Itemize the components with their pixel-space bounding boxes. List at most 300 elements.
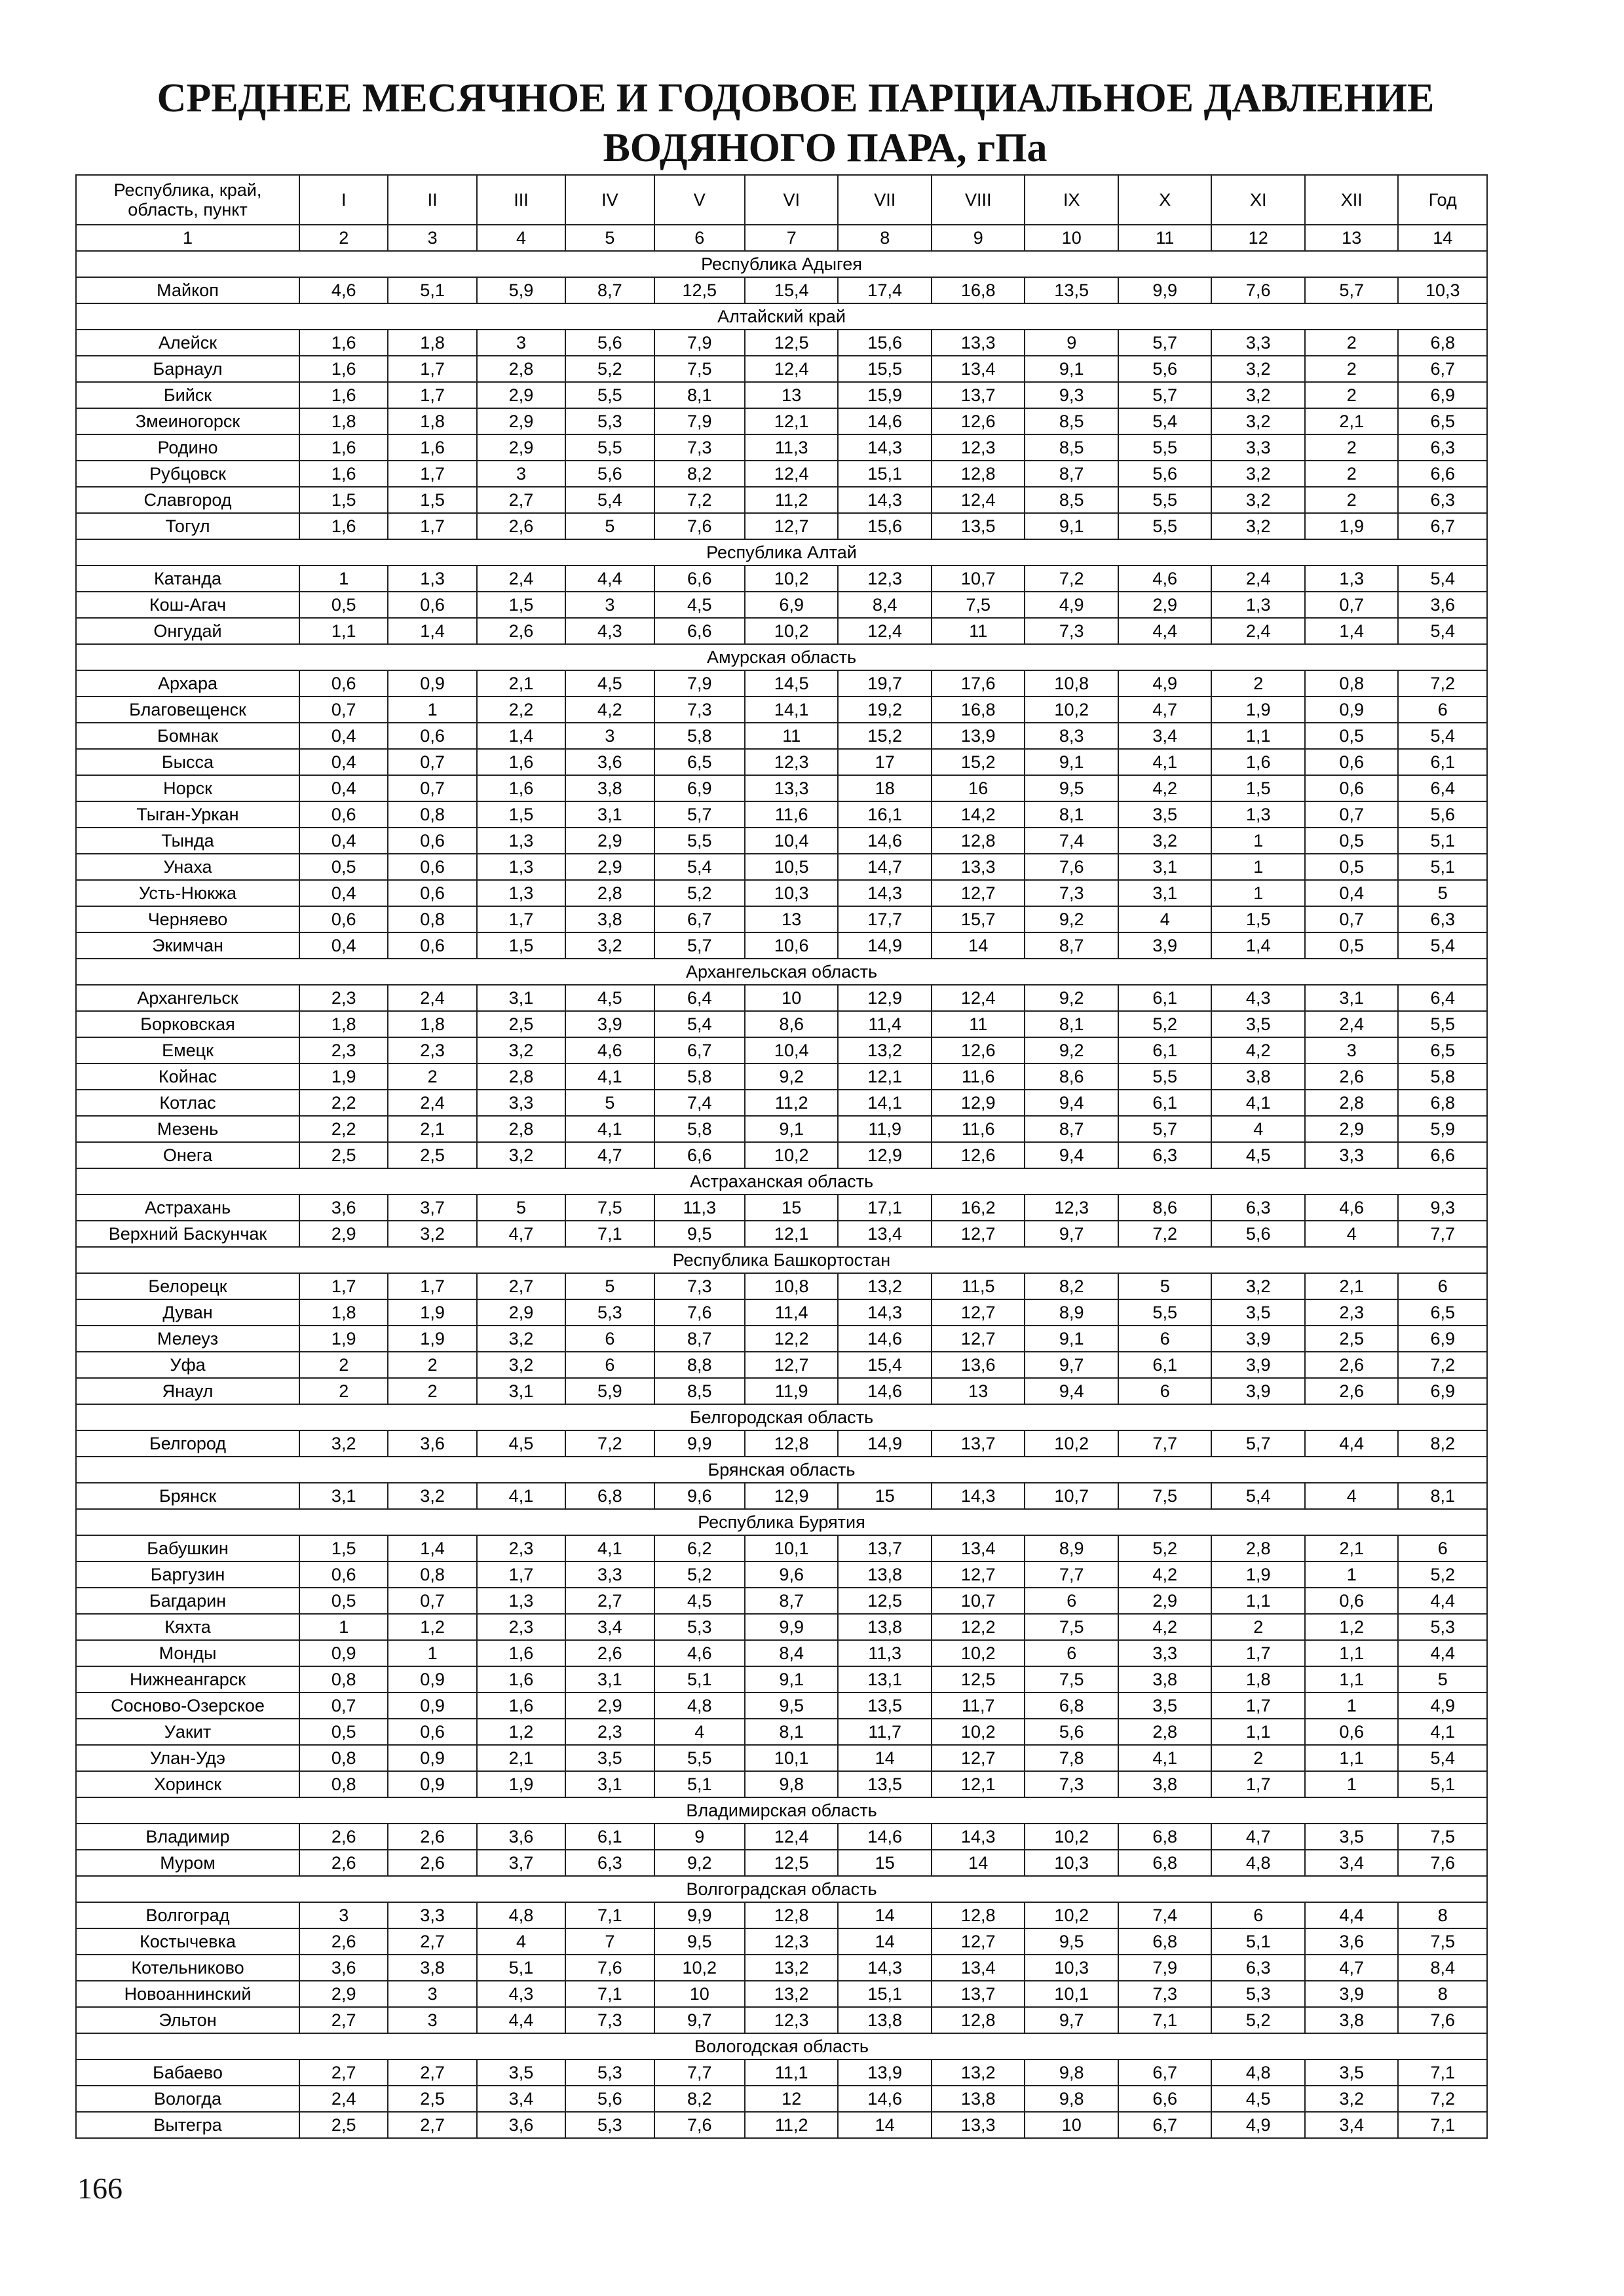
value-cell: 12,6 (932, 1037, 1025, 1063)
value-cell: 2 (388, 1063, 476, 1090)
value-cell: 0,4 (299, 932, 388, 959)
value-cell: 3,4 (1118, 723, 1212, 749)
table-row (76, 618, 1487, 644)
column-number: 7 (745, 225, 839, 251)
value-cell: 9,3 (1025, 382, 1118, 408)
value-cell: 2 (1305, 461, 1399, 487)
value-cell: 12,1 (838, 1063, 932, 1090)
value-cell: 4,5 (477, 1430, 565, 1457)
column-number: 9 (932, 225, 1025, 251)
station-name: Верхний Баскунчак (76, 1221, 299, 1247)
value-cell: 1 (1305, 1693, 1399, 1719)
value-cell: 6,6 (1398, 461, 1487, 487)
station-name: Онега (76, 1142, 299, 1168)
value-cell: 10,2 (932, 1640, 1025, 1666)
region-title: Амурская область (76, 644, 1487, 670)
value-cell: 8,6 (745, 1011, 839, 1037)
value-cell: 2,9 (299, 1221, 388, 1247)
value-cell: 5,8 (654, 723, 745, 749)
value-cell: 12,1 (745, 408, 839, 434)
value-cell: 7,2 (1398, 670, 1487, 697)
table-row (76, 1063, 1487, 1090)
value-cell: 8,6 (1118, 1195, 1212, 1221)
value-cell: 7,5 (1398, 1928, 1487, 1955)
value-cell: 12,8 (932, 828, 1025, 854)
value-cell: 0,8 (299, 1666, 388, 1693)
value-cell: 3,3 (1118, 1640, 1212, 1666)
table-row (76, 1719, 1487, 1745)
value-cell: 7,2 (565, 1430, 654, 1457)
value-cell: 1,7 (388, 513, 476, 539)
header-col-11: XI (1211, 175, 1305, 225)
value-cell: 10,2 (932, 1719, 1025, 1745)
value-cell: 4,6 (654, 1640, 745, 1666)
value-cell: 3 (388, 2007, 476, 2033)
header-location: Республика, край, область, пункт (76, 175, 299, 225)
value-cell: 8,2 (1025, 1273, 1118, 1299)
value-cell: 10,4 (745, 828, 839, 854)
value-cell: 9,7 (1025, 1352, 1118, 1378)
value-cell: 5,5 (565, 434, 654, 461)
value-cell: 2,9 (1118, 592, 1212, 618)
value-cell: 4,1 (565, 1116, 654, 1142)
table-row (76, 1561, 1487, 1588)
value-cell: 8,1 (654, 382, 745, 408)
value-cell: 5,1 (1398, 828, 1487, 854)
region-title: Вологодская область (76, 2033, 1487, 2059)
value-cell: 11,6 (932, 1063, 1025, 1090)
value-cell: 3,6 (299, 1955, 388, 1981)
value-cell: 9,8 (745, 1771, 839, 1797)
table-row (76, 749, 1487, 775)
value-cell: 7,3 (565, 2007, 654, 2033)
value-cell: 5,3 (565, 1299, 654, 1326)
value-cell: 2,6 (477, 618, 565, 644)
value-cell: 1,4 (1305, 618, 1399, 644)
value-cell: 5,9 (477, 277, 565, 303)
table-row (76, 1640, 1487, 1666)
value-cell: 13,7 (932, 382, 1025, 408)
value-cell: 14,6 (838, 1824, 932, 1850)
value-cell: 6,8 (1118, 1850, 1212, 1876)
value-cell: 4 (1305, 1483, 1399, 1509)
station-name: Тында (76, 828, 299, 854)
value-cell: 2,2 (477, 697, 565, 723)
station-name: Мезень (76, 1116, 299, 1142)
value-cell: 8 (1398, 1981, 1487, 2007)
value-cell: 7,2 (1118, 1221, 1212, 1247)
value-cell: 12,1 (932, 1771, 1025, 1797)
value-cell: 2 (1211, 670, 1305, 697)
table-row (76, 723, 1487, 749)
value-cell: 1,9 (299, 1063, 388, 1090)
value-cell: 12,7 (932, 1928, 1025, 1955)
value-cell: 6,1 (1118, 1037, 1212, 1063)
value-cell: 13,9 (932, 723, 1025, 749)
value-cell: 6 (1398, 697, 1487, 723)
region-row (76, 1876, 1487, 1902)
value-cell: 2,8 (1118, 1719, 1212, 1745)
value-cell: 10 (654, 1981, 745, 2007)
value-cell: 3,3 (1305, 1142, 1399, 1168)
value-cell: 13,3 (932, 854, 1025, 880)
value-cell: 12,7 (745, 513, 839, 539)
value-cell: 4 (1118, 906, 1212, 932)
value-cell: 1 (299, 1614, 388, 1640)
value-cell: 12,5 (838, 1588, 932, 1614)
region-title: Брянская область (76, 1457, 1487, 1483)
value-cell: 6,1 (1118, 1352, 1212, 1378)
station-name: Койнас (76, 1063, 299, 1090)
value-cell: 0,8 (388, 1561, 476, 1588)
station-name: Онгудай (76, 618, 299, 644)
station-name: Уфа (76, 1352, 299, 1378)
value-cell: 5,5 (654, 828, 745, 854)
station-name: Черняево (76, 906, 299, 932)
value-cell: 6,8 (1025, 1693, 1118, 1719)
value-cell: 12,4 (745, 461, 839, 487)
value-cell: 1,3 (477, 880, 565, 906)
value-cell: 7,7 (1118, 1430, 1212, 1457)
value-cell: 0,6 (388, 854, 476, 880)
table-row (76, 408, 1487, 434)
value-cell: 9,8 (1025, 2086, 1118, 2112)
value-cell: 3,4 (477, 2086, 565, 2112)
value-cell: 7,7 (1025, 1561, 1118, 1588)
value-cell: 6,1 (1398, 749, 1487, 775)
station-name: Волгоград (76, 1902, 299, 1928)
station-name: Эльтон (76, 2007, 299, 2033)
table-row (76, 1666, 1487, 1693)
value-cell: 4,5 (1211, 2086, 1305, 2112)
value-cell: 6,3 (1118, 1142, 1212, 1168)
value-cell: 9,2 (654, 1850, 745, 1876)
value-cell: 13,2 (838, 1273, 932, 1299)
value-cell: 6,7 (1118, 2059, 1212, 2086)
value-cell: 7,5 (1025, 1614, 1118, 1640)
value-cell: 1,6 (477, 1640, 565, 1666)
value-cell: 15,9 (838, 382, 932, 408)
table-row (76, 932, 1487, 959)
value-cell: 4,4 (477, 2007, 565, 2033)
table-row (76, 1614, 1487, 1640)
value-cell: 6,3 (1211, 1955, 1305, 1981)
value-cell: 2,9 (477, 1299, 565, 1326)
value-cell: 1,4 (1211, 932, 1305, 959)
header-col-2: II (388, 175, 476, 225)
value-cell: 7,9 (654, 330, 745, 356)
value-cell: 7,1 (565, 1981, 654, 2007)
value-cell: 11,7 (932, 1693, 1025, 1719)
value-cell: 2,9 (565, 854, 654, 880)
value-cell: 15,2 (838, 723, 932, 749)
value-cell: 4,6 (1118, 565, 1212, 592)
value-cell: 11,7 (838, 1719, 932, 1745)
value-cell: 3,2 (1211, 408, 1305, 434)
value-cell: 13,4 (932, 1955, 1025, 1981)
header-col-3: III (477, 175, 565, 225)
value-cell: 9 (1025, 330, 1118, 356)
value-cell: 0,9 (388, 1666, 476, 1693)
region-title: Белгородская область (76, 1404, 1487, 1430)
value-cell: 3,6 (477, 2112, 565, 2138)
value-cell: 9,9 (745, 1614, 839, 1640)
value-cell: 1,9 (1211, 1561, 1305, 1588)
value-cell: 2 (299, 1352, 388, 1378)
value-cell: 17,7 (838, 906, 932, 932)
value-cell: 9,1 (1025, 356, 1118, 382)
value-cell: 5,1 (654, 1666, 745, 1693)
column-number: 2 (299, 225, 388, 251)
value-cell: 8,7 (565, 277, 654, 303)
value-cell: 14,3 (932, 1824, 1025, 1850)
value-cell: 3,5 (477, 2059, 565, 2086)
value-cell: 3 (477, 330, 565, 356)
value-cell: 9,5 (1025, 775, 1118, 801)
value-cell: 5,4 (1398, 1745, 1487, 1771)
value-cell: 7,6 (1398, 2007, 1487, 2033)
table-row (76, 775, 1487, 801)
value-cell: 3,2 (1211, 487, 1305, 513)
value-cell: 9,4 (1025, 1378, 1118, 1404)
value-cell: 12,9 (838, 985, 932, 1011)
value-cell: 5,2 (565, 356, 654, 382)
value-cell: 2,6 (477, 513, 565, 539)
value-cell: 5,3 (565, 2059, 654, 2086)
value-cell: 11,3 (654, 1195, 745, 1221)
value-cell: 15,1 (838, 1981, 932, 2007)
table-row (76, 1037, 1487, 1063)
value-cell: 3 (299, 1902, 388, 1928)
value-cell: 3,1 (299, 1483, 388, 1509)
value-cell: 5,6 (1025, 1719, 1118, 1745)
value-cell: 11,5 (932, 1273, 1025, 1299)
value-cell: 3 (388, 1981, 476, 2007)
table-row (76, 1535, 1487, 1561)
page-number: 166 (77, 2172, 123, 2205)
table-row (76, 434, 1487, 461)
value-cell: 17,1 (838, 1195, 932, 1221)
table-row (76, 487, 1487, 513)
region-row (76, 303, 1487, 330)
value-cell: 1,8 (388, 408, 476, 434)
value-cell: 12,3 (1025, 1195, 1118, 1221)
value-cell: 8,1 (1025, 1011, 1118, 1037)
value-cell: 3,1 (565, 801, 654, 828)
station-name: Майкоп (76, 277, 299, 303)
value-cell: 7,5 (1025, 1666, 1118, 1693)
value-cell: 1,9 (388, 1326, 476, 1352)
value-cell: 14,2 (932, 801, 1025, 828)
value-cell: 6,5 (1398, 1037, 1487, 1063)
value-cell: 4,1 (1118, 1745, 1212, 1771)
table-row (76, 1273, 1487, 1299)
value-cell: 1,9 (388, 1299, 476, 1326)
header-col-7: VII (838, 175, 932, 225)
value-cell: 6,6 (654, 565, 745, 592)
value-cell: 0,5 (1305, 828, 1399, 854)
value-cell: 6,3 (1211, 1195, 1305, 1221)
value-cell: 6,8 (565, 1483, 654, 1509)
value-cell: 2,8 (477, 1116, 565, 1142)
value-cell: 0,7 (388, 775, 476, 801)
value-cell: 6,9 (1398, 1326, 1487, 1352)
value-cell: 4,3 (477, 1981, 565, 2007)
value-cell: 4,5 (1211, 1142, 1305, 1168)
value-cell: 3,8 (565, 775, 654, 801)
table-row (76, 2007, 1487, 2033)
value-cell: 3,6 (477, 1824, 565, 1850)
value-cell: 7,1 (1398, 2059, 1487, 2086)
value-cell: 5 (565, 513, 654, 539)
value-cell: 6,8 (1118, 1928, 1212, 1955)
value-cell: 5 (1118, 1273, 1212, 1299)
value-cell: 0,7 (1305, 592, 1399, 618)
value-cell: 3,1 (565, 1666, 654, 1693)
value-cell: 9,1 (1025, 1326, 1118, 1352)
value-cell: 12,4 (745, 356, 839, 382)
value-cell: 1,9 (1305, 513, 1399, 539)
value-cell: 7,5 (654, 356, 745, 382)
column-number: 3 (388, 225, 476, 251)
value-cell: 3,7 (477, 1850, 565, 1876)
station-name: Хоринск (76, 1771, 299, 1797)
value-cell: 0,5 (1305, 723, 1399, 749)
value-cell: 6,7 (654, 906, 745, 932)
table-row (76, 670, 1487, 697)
value-cell: 6,4 (1398, 775, 1487, 801)
value-cell: 12,8 (745, 1430, 839, 1457)
station-name: Костычевка (76, 1928, 299, 1955)
station-name: Норск (76, 775, 299, 801)
value-cell: 4,1 (565, 1535, 654, 1561)
value-cell: 0,8 (388, 906, 476, 932)
value-cell: 3,8 (565, 906, 654, 932)
header-col-13: Год (1398, 175, 1487, 225)
table-row (76, 513, 1487, 539)
value-cell: 5,4 (1398, 618, 1487, 644)
value-cell: 0,5 (299, 1719, 388, 1745)
value-cell: 5,4 (1398, 932, 1487, 959)
value-cell: 1,6 (299, 461, 388, 487)
value-cell: 10,1 (745, 1535, 839, 1561)
table-row (76, 1693, 1487, 1719)
station-name: Нижнеангарск (76, 1666, 299, 1693)
value-cell: 5 (565, 1273, 654, 1299)
value-cell: 10,3 (1025, 1850, 1118, 1876)
value-cell: 10,4 (745, 1037, 839, 1063)
value-cell: 0,6 (1305, 775, 1399, 801)
value-cell: 5,5 (1118, 1299, 1212, 1326)
station-name: Борковская (76, 1011, 299, 1037)
value-cell: 8,5 (1025, 408, 1118, 434)
value-cell: 0,9 (388, 1771, 476, 1797)
value-cell: 5,5 (1118, 434, 1212, 461)
value-cell: 1,3 (477, 854, 565, 880)
value-cell: 1,1 (1211, 1588, 1305, 1614)
value-cell: 2,6 (388, 1824, 476, 1850)
value-cell: 9,4 (1025, 1090, 1118, 1116)
value-cell: 1,9 (299, 1326, 388, 1352)
value-cell: 4,7 (1211, 1824, 1305, 1850)
value-cell: 2,5 (477, 1011, 565, 1037)
value-cell: 4,2 (1118, 1614, 1212, 1640)
value-cell: 8,5 (1025, 434, 1118, 461)
table-row (76, 1116, 1487, 1142)
value-cell: 8,2 (1398, 1430, 1487, 1457)
value-cell: 10,1 (745, 1745, 839, 1771)
value-cell: 7,3 (1025, 1771, 1118, 1797)
value-cell: 1,7 (388, 356, 476, 382)
value-cell: 11 (932, 1011, 1025, 1037)
value-cell: 9,9 (654, 1430, 745, 1457)
value-cell: 3 (477, 461, 565, 487)
region-row (76, 1247, 1487, 1273)
value-cell: 10,2 (654, 1955, 745, 1981)
value-cell: 0,7 (388, 1588, 476, 1614)
value-cell: 3,9 (1211, 1378, 1305, 1404)
value-cell: 7,7 (1398, 1221, 1487, 1247)
value-cell: 13,2 (745, 1981, 839, 2007)
header-col-1: I (299, 175, 388, 225)
value-cell: 2 (388, 1378, 476, 1404)
station-name: Белорецк (76, 1273, 299, 1299)
value-cell: 0,4 (299, 723, 388, 749)
value-cell: 1,4 (477, 723, 565, 749)
value-cell: 5 (477, 1195, 565, 1221)
title-line-2: ВОДЯНОГО ПАРА, гПа (603, 126, 1048, 170)
value-cell: 2,7 (388, 2112, 476, 2138)
value-cell: 0,9 (388, 1693, 476, 1719)
value-cell: 13,5 (1025, 277, 1118, 303)
header-col-4: IV (565, 175, 654, 225)
value-cell: 5,9 (565, 1378, 654, 1404)
value-cell: 7,1 (1118, 2007, 1212, 2033)
value-cell: 5,6 (1118, 461, 1212, 487)
header-col-9: IX (1025, 175, 1118, 225)
column-number: 12 (1211, 225, 1305, 251)
value-cell: 2,5 (388, 2086, 476, 2112)
value-cell: 2,7 (477, 1273, 565, 1299)
value-cell: 3,2 (1305, 2086, 1399, 2112)
value-cell: 4,4 (565, 565, 654, 592)
table-row (76, 1430, 1487, 1457)
table-row (76, 1824, 1487, 1850)
value-cell: 0,6 (1305, 1719, 1399, 1745)
value-cell: 12,8 (932, 2007, 1025, 2033)
value-cell: 3,2 (388, 1483, 476, 1509)
value-cell: 2,7 (388, 1928, 476, 1955)
value-cell: 10,7 (1025, 1483, 1118, 1509)
value-cell: 8,4 (745, 1640, 839, 1666)
value-cell: 12,7 (932, 1326, 1025, 1352)
value-cell: 10,3 (745, 880, 839, 906)
value-cell: 3 (1305, 1037, 1399, 1063)
column-number: 6 (654, 225, 745, 251)
value-cell: 13,8 (932, 2086, 1025, 2112)
station-name: Бийск (76, 382, 299, 408)
value-cell: 11,2 (745, 487, 839, 513)
value-cell: 0,6 (388, 723, 476, 749)
water-vapor-pressure-table (75, 174, 1488, 2139)
value-cell: 2,3 (299, 985, 388, 1011)
value-cell: 19,7 (838, 670, 932, 697)
value-cell: 0,8 (1305, 670, 1399, 697)
value-cell: 13,7 (838, 1535, 932, 1561)
table-row (76, 2059, 1487, 2086)
value-cell: 9,7 (654, 2007, 745, 2033)
value-cell: 0,9 (1305, 697, 1399, 723)
